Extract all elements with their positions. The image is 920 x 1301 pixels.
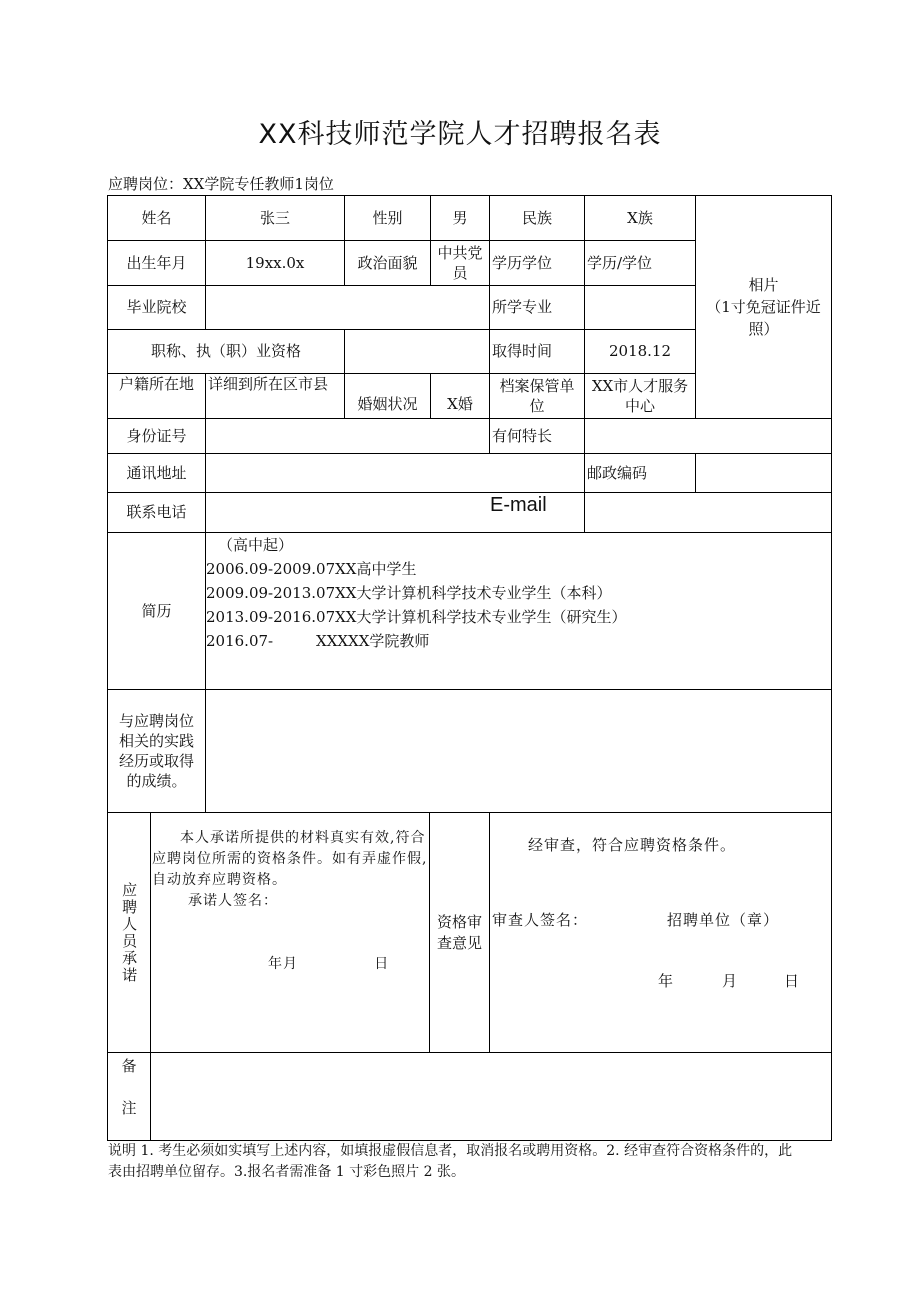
- application-form: [107, 195, 832, 1141]
- label-name: 姓名: [108, 196, 206, 241]
- value-archive[interactable]: XX市人才服务中心: [585, 374, 696, 419]
- page-title: XX科技师范学院人才招聘报名表: [258, 119, 662, 150]
- value-remarks[interactable]: [151, 1053, 831, 1140]
- label-resume-text: 简历: [141, 601, 172, 620]
- review-unit-seal: 招聘单位（章）: [667, 911, 780, 929]
- footnote: 说明 1. 考生必须如实填写上述内容，如填报虚假信息者，取消报名或聘用资格。2. 经审查符合资格条件的，此表由招聘单位留存。3.报名者需准备 1 寸彩色照片 2 张。: [108, 1143, 793, 1180]
- value-gender[interactable]: 男: [431, 196, 490, 241]
- commitment-text: 本人承诺所提供的材料真实有效,符合应聘岗位所需的资格条件。如有弄虚作假,自动放弃应聘资格。: [152, 830, 428, 888]
- label-degree: 学历学位: [490, 241, 585, 286]
- label-email: E-mail: [490, 494, 547, 516]
- review-signer: 审查人签名：: [492, 911, 589, 929]
- commitment-sign: 承诺人签名：: [188, 893, 278, 909]
- value-degree[interactable]: 学历/学位: [585, 241, 696, 286]
- label-achievements: 与应聘岗位相关的实践经历或取得的成绩。: [108, 690, 206, 813]
- value-email[interactable]: [585, 493, 831, 533]
- label-phone: 联系电话: [108, 493, 206, 533]
- review-year: 年: [658, 972, 674, 990]
- commitment-date: 年月 日: [268, 956, 390, 972]
- value-postcode[interactable]: [696, 454, 831, 493]
- value-politics[interactable]: 中共党员: [431, 241, 490, 286]
- value-obtain-time[interactable]: 2018.12: [585, 330, 696, 374]
- label-remarks-1: 备: [121, 1057, 137, 1075]
- value-address[interactable]: [206, 454, 585, 493]
- value-phone[interactable]: [206, 493, 585, 533]
- resume-content: [206, 533, 833, 690]
- resume-line: 2009.09-2013.07XX大学计算机科学技术专业学生（本科）: [206, 584, 612, 602]
- label-idcard: 身份证号: [108, 419, 206, 454]
- label-major: 所学专业: [490, 286, 585, 330]
- label-gender: 性别: [345, 196, 431, 241]
- photo-box: [696, 196, 831, 419]
- photo-hint: （1寸免冠证件近照）: [706, 298, 821, 338]
- value-name[interactable]: 张三: [206, 196, 345, 241]
- label-politics: 政治面貌: [345, 241, 431, 286]
- resume-line: （高中起）: [218, 536, 294, 554]
- value-birth[interactable]: 19xx.0x: [206, 241, 345, 286]
- value-idcard[interactable]: [206, 419, 490, 454]
- value-specialty[interactable]: [585, 419, 831, 454]
- label-remarks-2: 注: [121, 1099, 137, 1118]
- value-ethnicity[interactable]: X族: [585, 196, 696, 241]
- value-marriage[interactable]: X婚: [431, 374, 490, 419]
- value-major[interactable]: [585, 286, 696, 330]
- value-title-qualification[interactable]: [345, 330, 490, 374]
- commitment-content: [152, 828, 434, 975]
- label-specialty: 有何特长: [490, 419, 585, 454]
- label-archive: 档案保管单位: [490, 374, 585, 419]
- resume-line: 2006.09-2009.07XX高中学生: [206, 560, 417, 578]
- value-school[interactable]: [206, 286, 490, 330]
- label-ethnicity: 民族: [490, 196, 585, 241]
- resume-line: 2016.07- XXXXX学院教师: [206, 632, 430, 650]
- label-commitment-text: 应聘人员承诺: [120, 881, 139, 984]
- label-title-qualification: 职称、执（职）业资格: [108, 330, 345, 374]
- position-line: 应聘岗位：XX学院专任教师1岗位: [108, 175, 334, 193]
- value-achievements[interactable]: [206, 690, 831, 813]
- label-birth: 出生年月: [108, 241, 206, 286]
- label-household: 户籍所在地: [108, 374, 206, 419]
- review-result: 经审查，符合应聘资格条件。: [528, 836, 737, 854]
- review-day: 日: [784, 972, 800, 990]
- photo-label: 相片: [748, 276, 779, 294]
- label-remarks: [108, 1053, 151, 1140]
- label-address: 通讯地址: [108, 454, 206, 493]
- label-obtain-time: 取得时间: [490, 330, 585, 374]
- label-commitment: [108, 813, 151, 1053]
- label-resume: [108, 533, 206, 690]
- review-month: 月: [722, 972, 738, 990]
- resume-line: 2013.09-2016.07XX大学计算机科学技术专业学生（研究生）: [206, 608, 627, 626]
- label-marriage: 婚姻状况: [345, 374, 431, 419]
- label-review: 资格审查意见: [430, 813, 490, 1053]
- label-school: 毕业院校: [108, 286, 206, 330]
- label-postcode: 邮政编码: [585, 454, 696, 493]
- value-household[interactable]: 详细到所在区市县: [206, 374, 345, 419]
